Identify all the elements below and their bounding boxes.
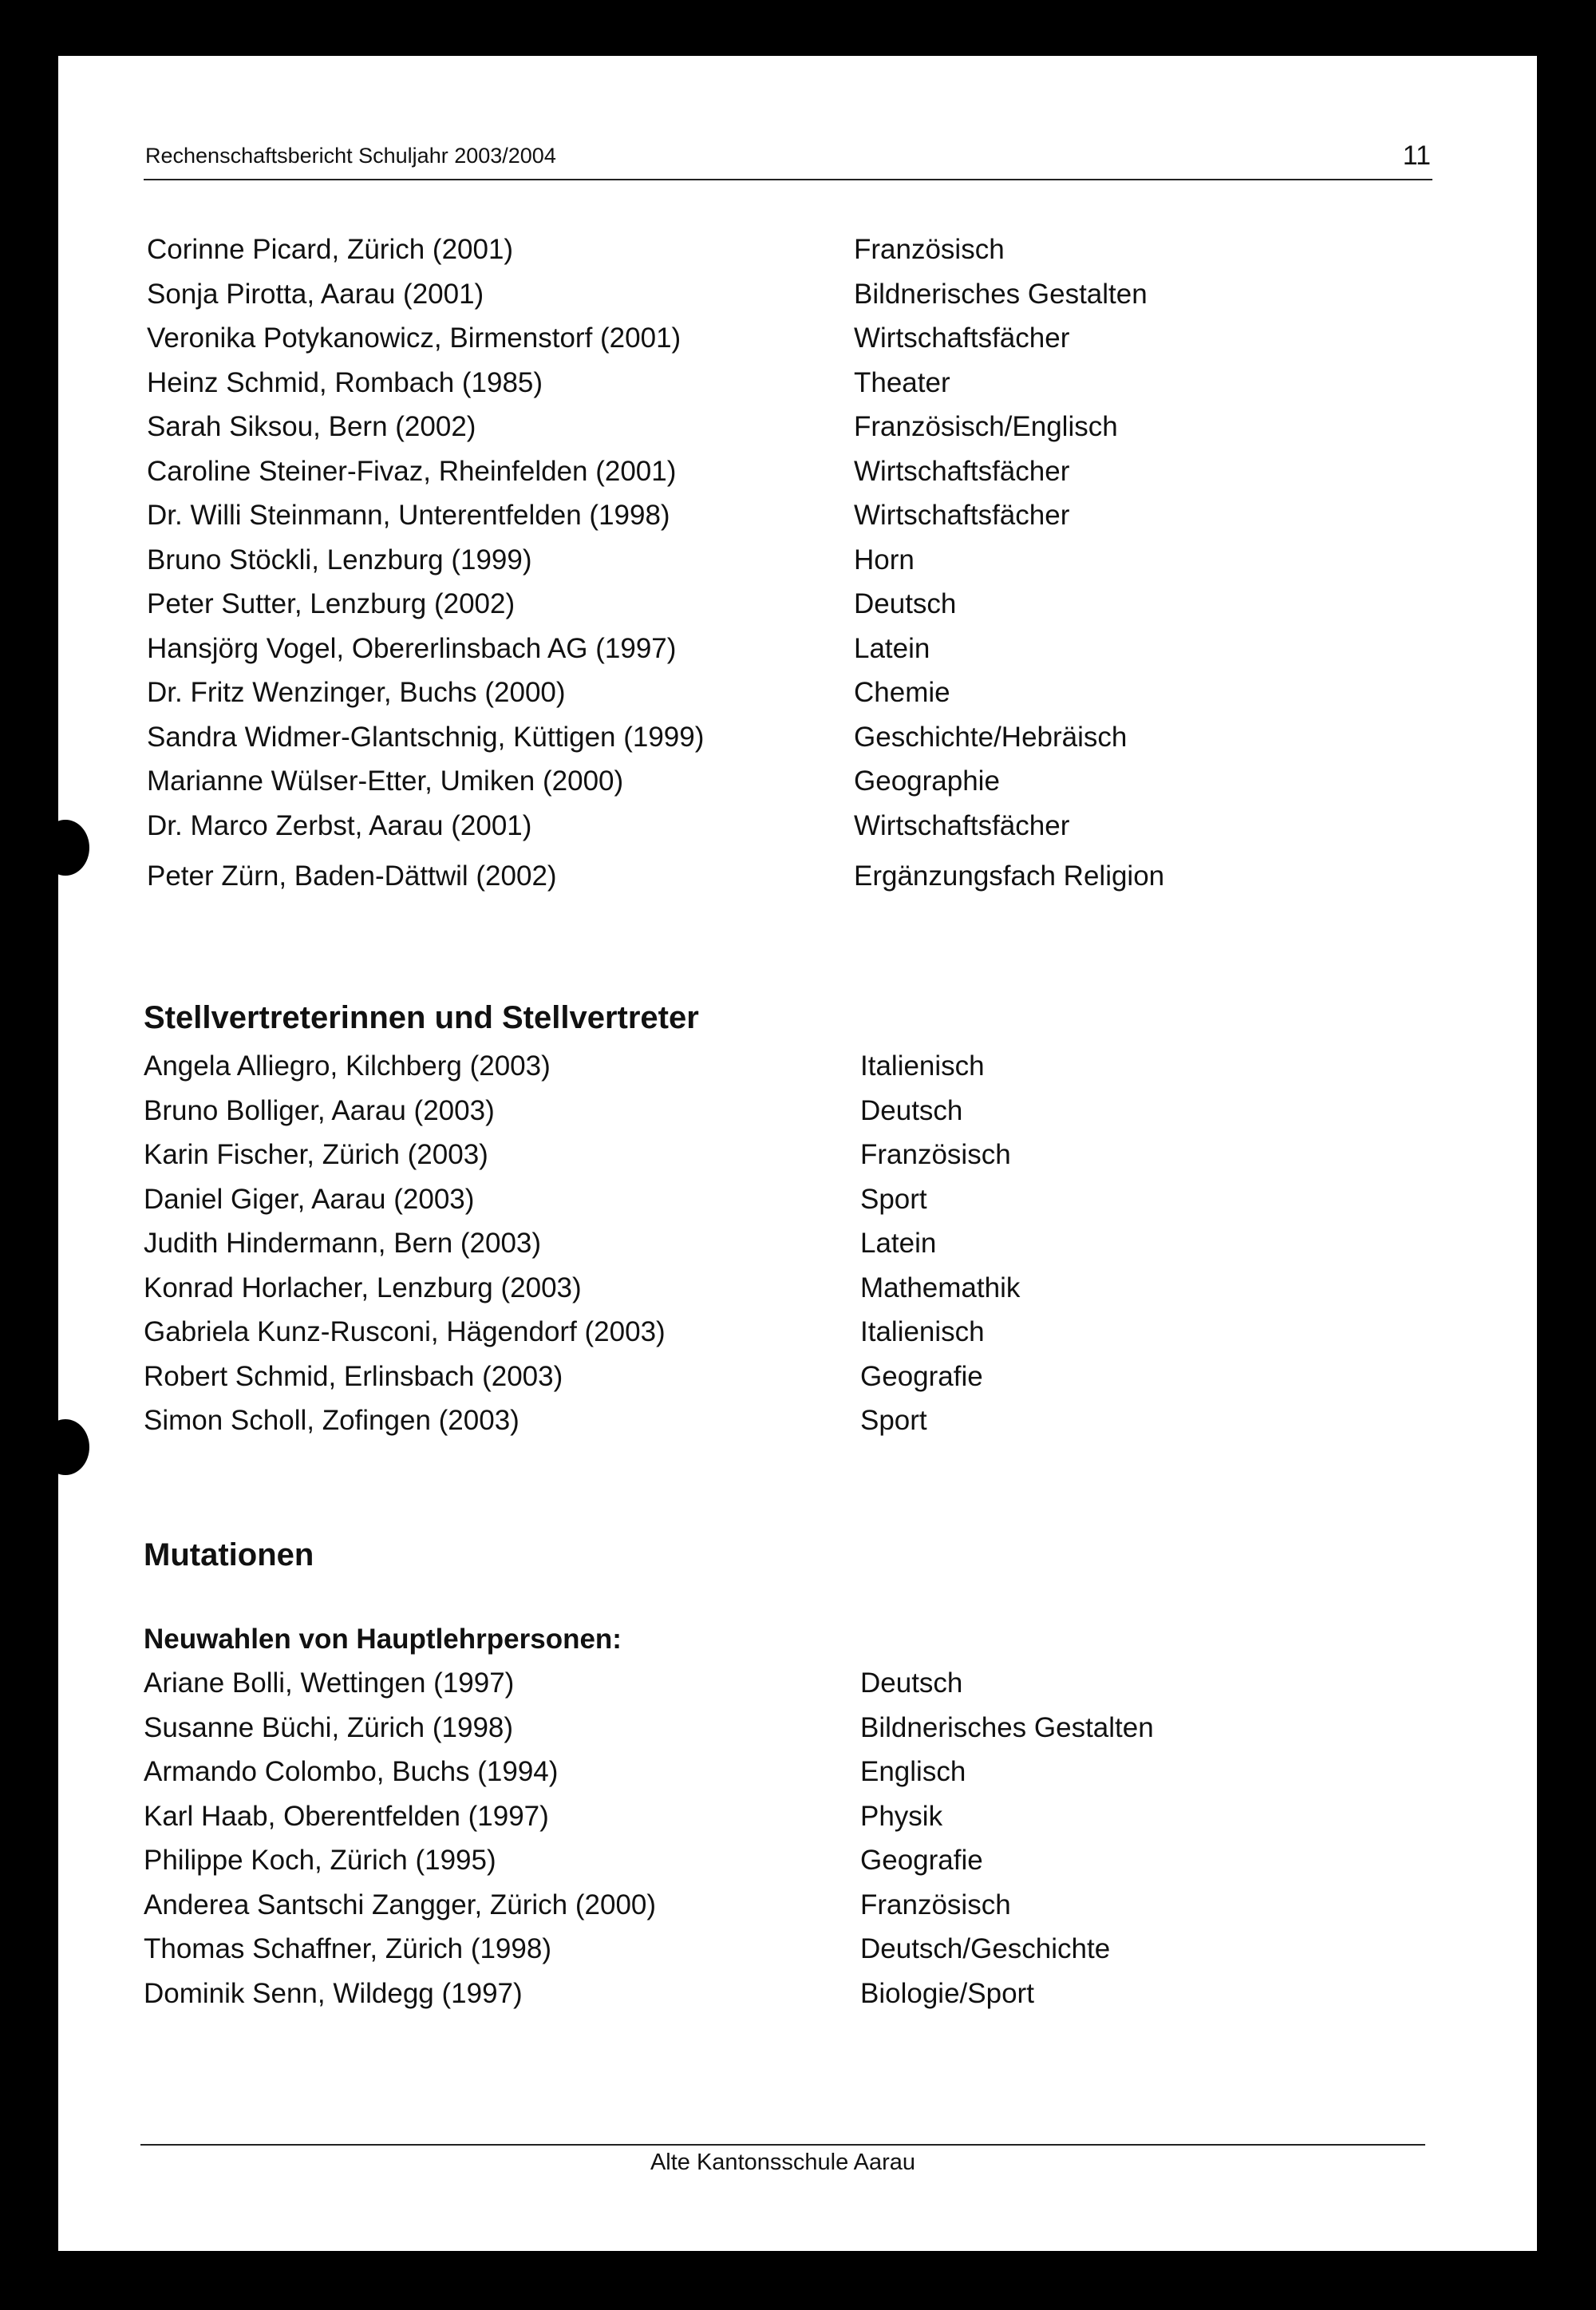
list-item xyxy=(144,1933,1261,1978)
teacher-subject: Wirtschaftsfächer xyxy=(854,809,1070,841)
teacher-subject: Französisch/Englisch xyxy=(854,411,1118,442)
appointee-subject: Deutsch/Geschichte xyxy=(860,1933,1111,1964)
appointee-subject: Biologie/Sport xyxy=(860,1977,1034,2009)
list-item xyxy=(144,1845,1261,1889)
substitutes-list xyxy=(144,1050,1261,1450)
appointee-name: Karl Haab, Oberentfelden (1997) xyxy=(144,1800,549,1832)
list-item xyxy=(144,1405,1261,1450)
list-item xyxy=(147,411,1264,456)
teacher-name: Hansjörg Vogel, Obererlinsbach AG (1997) xyxy=(147,632,677,664)
appointee-subject: Bildnerisches Gestalten xyxy=(860,1711,1154,1743)
list-item xyxy=(144,1316,1261,1361)
list-item xyxy=(147,765,1264,810)
teacher-name: Heinz Schmid, Rombach (1985) xyxy=(147,366,543,398)
list-item xyxy=(147,500,1264,544)
teacher-subject: Bildnerisches Gestalten xyxy=(854,278,1148,310)
teacher-subject: Horn xyxy=(854,544,915,576)
page-footer: Alte Kantonsschule Aarau xyxy=(650,2150,916,2175)
appointee-name: Anderea Santschi Zangger, Zürich (2000) xyxy=(144,1889,657,1920)
list-item xyxy=(144,1801,1261,1845)
punch-hole-bottom xyxy=(41,1419,89,1475)
teacher-name: Peter Sutter, Lenzburg (2002) xyxy=(147,588,516,619)
teacher-subject: Wirtschaftsfächer xyxy=(854,500,1070,531)
list-item xyxy=(147,588,1264,633)
list-item xyxy=(147,860,1264,905)
appointee-subject: Deutsch xyxy=(860,1667,963,1699)
teacher-name: Sandra Widmer-Glantschnig, Küttigen (1999) xyxy=(147,721,705,753)
list-item xyxy=(144,1889,1261,1934)
appointee-subject: Physik xyxy=(860,1800,943,1832)
substitute-subject: Latein xyxy=(860,1228,937,1259)
teacher-name: Sonja Pirotta, Aarau (2001) xyxy=(147,278,484,310)
teacher-name: Caroline Steiner-Fivaz, Rheinfelden (2001) xyxy=(147,455,677,487)
report-title: Rechenschaftsbericht Schuljahr 2003/2004 xyxy=(145,144,556,168)
list-item xyxy=(144,1228,1261,1272)
list-item xyxy=(147,633,1264,678)
appointee-subject: Englisch xyxy=(860,1756,966,1787)
page-header xyxy=(144,140,1432,180)
teacher-name: Dr. Willi Steinmann, Unterentfelden (1998) xyxy=(147,500,670,531)
appointee-name: Susanne Büchi, Zürich (1998) xyxy=(144,1711,514,1743)
footer-divider xyxy=(140,2144,1425,2146)
substitute-name: Gabriela Kunz-Rusconi, Hägendorf (2003) xyxy=(144,1316,666,1347)
teacher-subject: Wirtschaftsfächer xyxy=(854,322,1070,354)
appointee-name: Dominik Senn, Wildegg (1997) xyxy=(144,1977,523,2009)
list-item xyxy=(147,234,1264,279)
teacher-subject: Französisch xyxy=(854,234,1005,265)
teacher-subject: Latein xyxy=(854,632,930,664)
list-item xyxy=(147,677,1264,722)
substitute-subject: Mathemathik xyxy=(860,1272,1021,1303)
substitute-subject: Französisch xyxy=(860,1139,1011,1170)
list-item xyxy=(147,722,1264,766)
teacher-subject: Deutsch xyxy=(854,588,957,619)
list-item xyxy=(147,544,1264,589)
page-number: 11 xyxy=(1402,140,1431,171)
mutations-heading: Mutationen xyxy=(144,1537,314,1572)
teacher-subject: Chemie xyxy=(854,677,950,708)
appointee-name: Ariane Bolli, Wettingen (1997) xyxy=(144,1667,515,1699)
substitute-name: Simon Scholl, Zofingen (2003) xyxy=(144,1405,519,1436)
substitute-name: Robert Schmid, Erlinsbach (2003) xyxy=(144,1360,563,1392)
list-item xyxy=(144,1139,1261,1184)
punch-hole-top xyxy=(41,820,89,876)
appointee-subject: Französisch xyxy=(860,1889,1011,1920)
new-appointments-list xyxy=(144,1667,1261,2022)
list-item xyxy=(144,1272,1261,1317)
appointee-name: Thomas Schaffner, Zürich (1998) xyxy=(144,1933,551,1964)
teacher-name: Veronika Potykanowicz, Birmenstorf (2001) xyxy=(147,322,681,354)
teacher-list xyxy=(147,234,1264,905)
teacher-subject: Wirtschaftsfächer xyxy=(854,455,1070,487)
teacher-name: Dr. Marco Zerbst, Aarau (2001) xyxy=(147,809,532,841)
list-item xyxy=(144,1361,1261,1406)
teacher-name: Bruno Stöckli, Lenzburg (1999) xyxy=(147,544,532,576)
list-item xyxy=(147,456,1264,500)
substitute-subject: Deutsch xyxy=(860,1094,963,1126)
teacher-subject: Ergänzungsfach Religion xyxy=(854,860,1165,892)
substitute-subject: Geografie xyxy=(860,1360,983,1392)
list-item xyxy=(144,1756,1261,1801)
appointee-subject: Geografie xyxy=(860,1845,983,1876)
substitutes-heading: Stellvertreterinnen und Stellvertreter xyxy=(144,1000,699,1035)
teacher-subject: Geschichte/Hebräisch xyxy=(854,721,1128,753)
substitute-name: Bruno Bolliger, Aarau (2003) xyxy=(144,1094,495,1126)
teacher-name: Corinne Picard, Zürich (2001) xyxy=(147,234,514,265)
substitute-subject: Sport xyxy=(860,1405,927,1436)
substitute-name: Daniel Giger, Aarau (2003) xyxy=(144,1183,475,1215)
substitute-name: Judith Hindermann, Bern (2003) xyxy=(144,1228,542,1259)
appointee-name: Philippe Koch, Zürich (1995) xyxy=(144,1845,496,1876)
substitute-subject: Italienisch xyxy=(860,1050,985,1082)
appointee-name: Armando Colombo, Buchs (1994) xyxy=(144,1756,559,1787)
teacher-subject: Theater xyxy=(854,366,950,398)
new-appointments-heading: Neuwahlen von Hauptlehrpersonen: xyxy=(144,1624,622,1655)
list-item xyxy=(144,1712,1261,1757)
substitute-name: Angela Alliegro, Kilchberg (2003) xyxy=(144,1050,551,1082)
teacher-name: Dr. Fritz Wenzinger, Buchs (2000) xyxy=(147,677,566,708)
list-item xyxy=(147,279,1264,323)
list-item xyxy=(144,1667,1261,1712)
teacher-name: Sarah Siksou, Bern (2002) xyxy=(147,411,476,442)
teacher-name: Peter Zürn, Baden-Dättwil (2002) xyxy=(147,860,557,892)
teacher-subject: Geographie xyxy=(854,765,1000,797)
list-item xyxy=(144,1184,1261,1228)
substitute-name: Konrad Horlacher, Lenzburg (2003) xyxy=(144,1272,582,1303)
substitute-name: Karin Fischer, Zürich (2003) xyxy=(144,1139,488,1170)
list-item xyxy=(144,1095,1261,1140)
teacher-name: Marianne Wülser-Etter, Umiken (2000) xyxy=(147,765,624,797)
list-item xyxy=(144,1978,1261,2023)
list-item xyxy=(147,322,1264,367)
substitute-subject: Sport xyxy=(860,1183,927,1215)
list-item xyxy=(147,367,1264,412)
list-item xyxy=(147,810,1264,855)
list-item xyxy=(144,1050,1261,1095)
substitute-subject: Italienisch xyxy=(860,1316,985,1347)
